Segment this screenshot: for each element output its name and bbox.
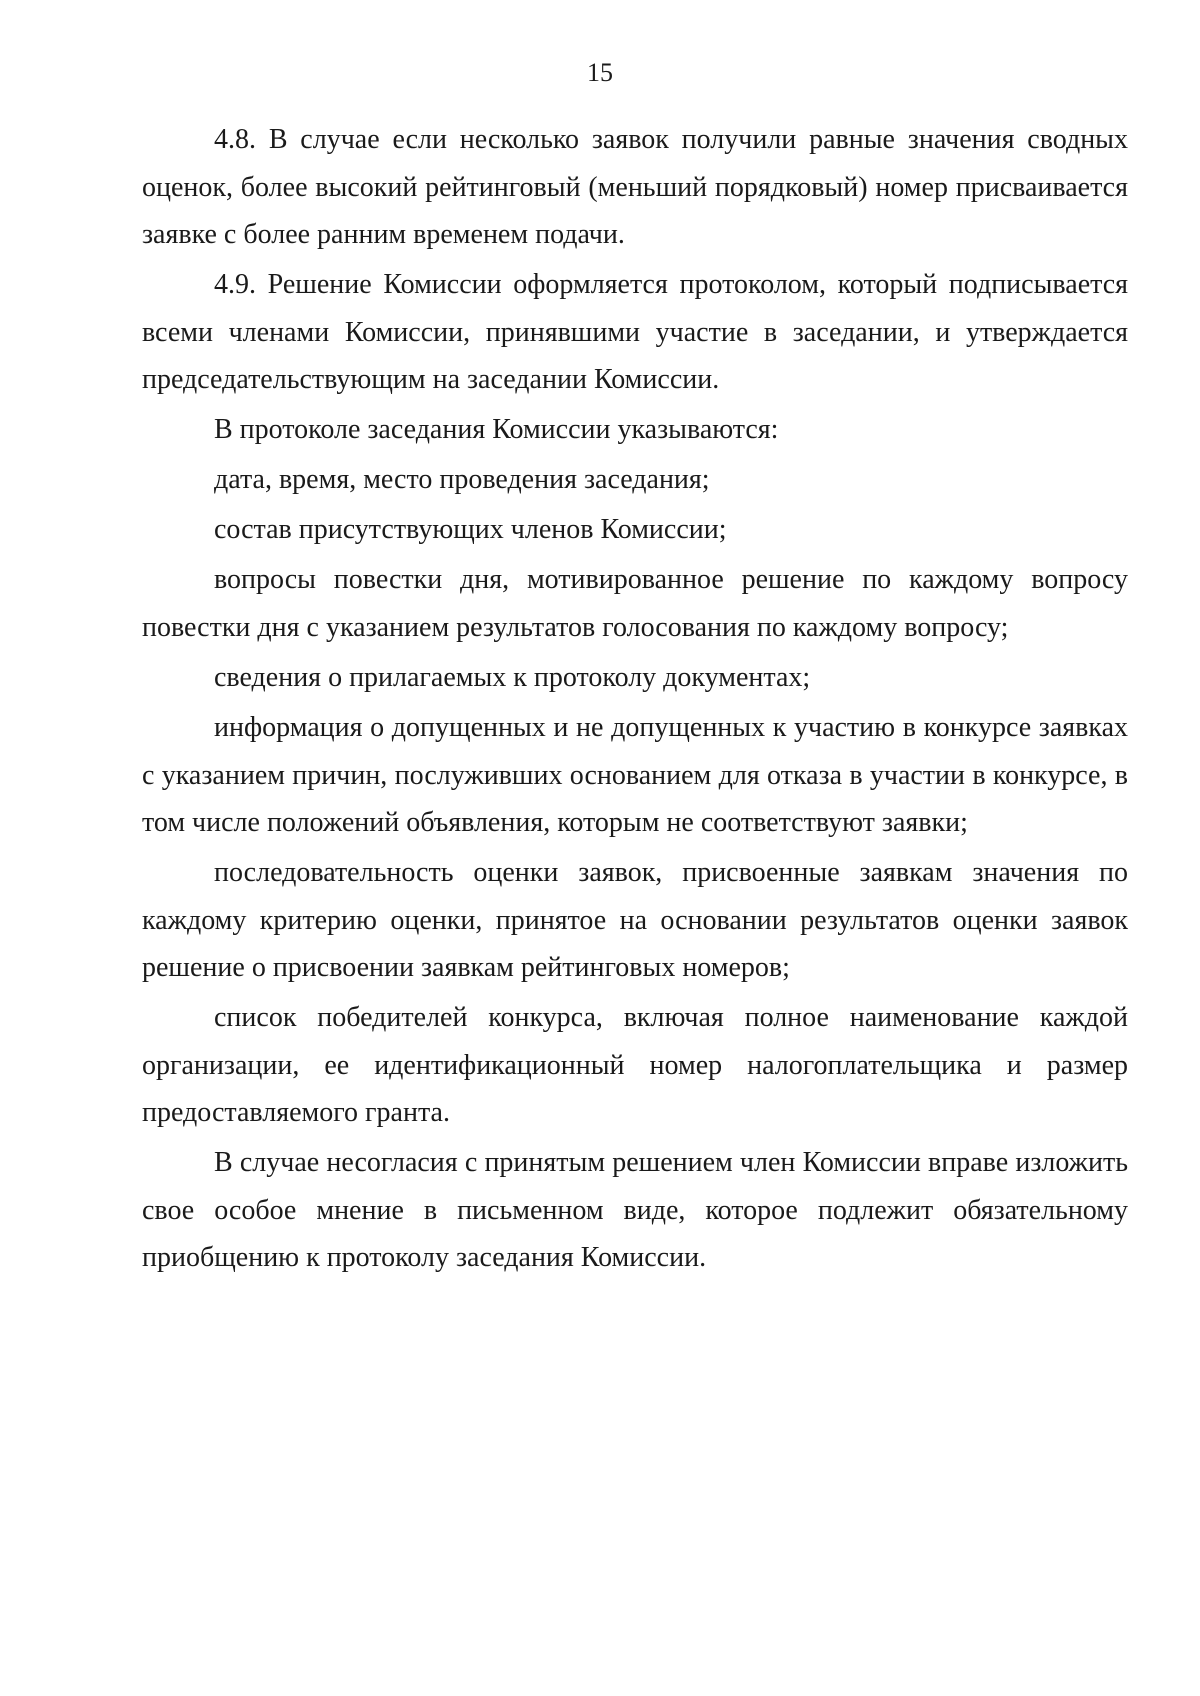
- paragraph-4-9: 4.9. Решение Комиссии оформляется протоколом, который подписывается всеми членами Комиссии, принявшими участие в заседании, и утверждается председательствующим на заседании Комиссии.: [142, 269, 1128, 396]
- protocol-contents-intro: В протоколе заседания Комиссии указываются:: [214, 414, 779, 446]
- paragraph-dissenting-opinion: В случае несогласия с принятым решением член Комиссии вправе изложить свое особое мнение в письменном виде, которое подлежит обязательному приобщению к протоколу заседания Комиссии.: [142, 1147, 1128, 1274]
- list-item-evaluation-sequence: последовательность оценки заявок, присвоенные заявкам значения по каждому критерию оценки, принятое на основании результатов оценки заявок решение о присвоении заявкам рейтинговых номеров;: [142, 857, 1128, 984]
- list-item-agenda-questions: вопросы повестки дня, мотивированное решение по каждому вопросу повестки дня с указанием результатов голосования по каждому вопросу;: [142, 564, 1128, 643]
- list-item-attached-documents: сведения о прилагаемых к протоколу документах;: [214, 662, 811, 694]
- page-number: 15: [587, 58, 613, 87]
- list-item-date-time-place: дата, время, место проведения заседания;: [214, 464, 710, 496]
- document-body: [142, 116, 1128, 1282]
- list-item-winners: список победителей конкурса, включая полное наименование каждой организации, ее идентификационный номер налогоплательщика и размер предоставляемого гранта.: [142, 1002, 1128, 1129]
- list-item-admitted-applications: информация о допущенных и не допущенных к участию в конкурсе заявках с указанием причин, послуживших основанием для отказа в участии в конкурсе, в том числе положений объявления, которым не соответствуют заявки;: [142, 712, 1128, 839]
- paragraph-4-8: 4.8. В случае если несколько заявок получили равные значения сводных оценок, более высокий рейтинговый (меньший порядковый) номер присваивается заявке с более ранним временем подачи.: [142, 124, 1128, 250]
- list-item-members-present: состав присутствующих членов Комиссии;: [214, 514, 727, 546]
